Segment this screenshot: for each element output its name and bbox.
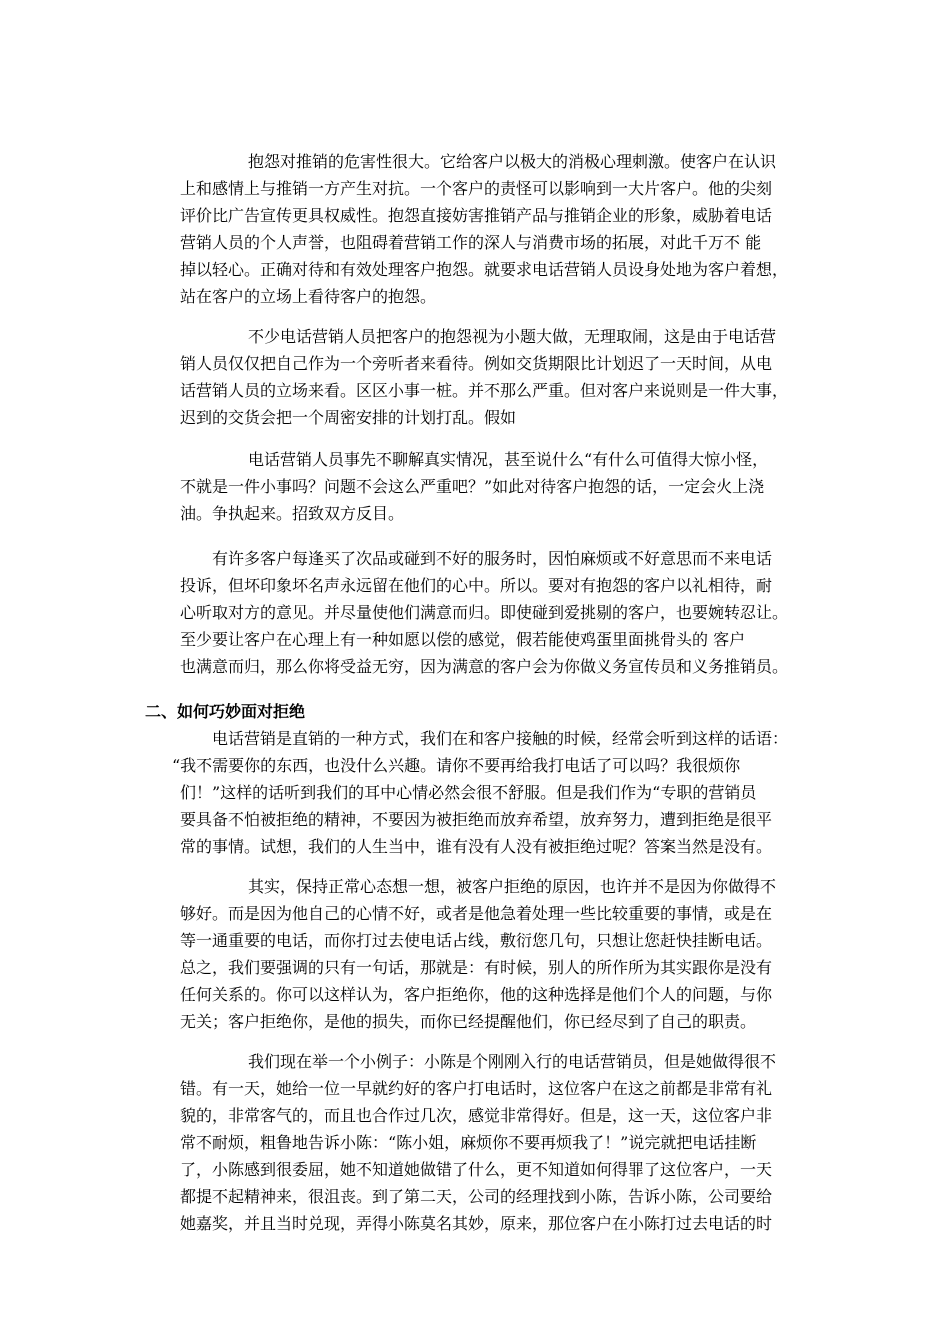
paragraph-1-line-1: 抱怨对推销的危害性很大。它给客户以极大的消极心理刺激。使客户在认识 (248, 152, 777, 171)
paragraph-2-line-3: 话营销人员的立场来看。区区小事一桩。并不那么严重。但对客户来说则是一件大事， (180, 381, 789, 400)
paragraph-1-line-5: 掉以轻心。正确对待和有效处理客户抱怨。就要求电话营销人员设身处地为客户着想， (180, 260, 789, 279)
paragraph-2-line-1: 不少电话营销人员把客户的抱怨视为小题大做，无理取闹，这是由于电话营 (248, 327, 777, 346)
paragraph-6-line-2: 够好。而是因为他自己的心情不好，或者是他急着处理一些比较重要的事情，或是在 (180, 904, 773, 923)
paragraph-6-line-3: 等一通重要的电话，而你打过去使电话占线，敷衍您几句，只想让您赶快挂断电话。 (180, 931, 773, 950)
paragraph-7-line-6: 都提不起精神来，很沮丧。到了第二天，公司的经理找到小陈，告诉小陈，公司要给 (180, 1187, 773, 1206)
paragraph-3-line-3: 油。争执起来。招致双方反目。 (180, 504, 405, 523)
paragraph-7-line-7: 她嘉奖，并且当时兑现，弄得小陈莫名其妙，原来，那位客户在小陈打过去电话的时 (180, 1214, 773, 1233)
paragraph-4-line-1: 有许多客户每逢买了次品或碰到不好的服务时，因怕麻烦或不好意思而不来电话 (212, 549, 773, 568)
paragraph-6-line-5: 任何关系的。你可以这样认为，客户拒绝你，他的这种选择是他们个人的问题，与你 (180, 985, 773, 1004)
paragraph-2-line-2: 销人员仅仅把自己作为一个旁听者来看待。例如交货期限比计划迟了一天时间，从电 (180, 354, 773, 373)
paragraph-3-line-2: 不就是一件小事吗？问题不会这么严重吧？”如此对待客户抱怨的话，一定会火上浇 (180, 477, 765, 496)
paragraph-6-line-1: 其实，保持正常心态想一想，被客户拒绝的原因，也许并不是因为你做得不 (248, 877, 777, 896)
paragraph-1-line-2: 上和感情上与推销一方产生对抗。一个客户的责怪可以影响到一大片客户。他的尖刻 (180, 179, 773, 198)
paragraph-4-line-2: 投诉，但坏印象坏名声永远留在他们的心中。所以。要对有抱怨的客户以礼相待，耐 (180, 576, 773, 595)
paragraph-3-line-1: 电话营销人员事先不聊解真实情况，甚至说什么“有什么可值得大惊小怪， (248, 450, 769, 469)
paragraph-4-line-4: 至少要让客户在心理上有一种如愿以偿的感觉，假若能使鸡蛋里面挑骨头的 客户 (180, 630, 746, 649)
paragraph-5-line-4: 要具备不怕被拒绝的精神，不要因为被拒绝而放弃希望，放弃努力，遭到拒绝是很平 (180, 810, 773, 829)
paragraph-7-line-3: 貌的，非常客气的，而且也合作过几次，感觉非常得好。但是，这一天，这位客户非 (180, 1106, 773, 1125)
paragraph-1-line-6: 站在客户的立场上看待客户的抱怨。 (180, 287, 437, 306)
paragraph-6-line-4: 总之，我们要强调的只有一句话，那就是：有时候，别人的所作所为其实跟你是没有 (180, 958, 773, 977)
paragraph-4-line-3: 心听取对方的意见。并尽量使他们满意而归。即使碰到爱挑剔的客户，也要婉转忍让。 (180, 603, 789, 622)
paragraph-2-line-4: 迟到的交货会把一个周密安排的计划打乱。假如 (180, 408, 517, 427)
paragraph-7-line-4: 常不耐烦，粗鲁地告诉小陈：“陈小姐，麻烦你不要再烦我了！”说完就把电话挂断 (180, 1133, 757, 1152)
paragraph-1-line-4: 营销人员的个人声誉，也阻碍着营销工作的深人与消费市场的拓展，对此千万不 能 (180, 233, 762, 252)
paragraph-6-line-6: 无关；客户拒绝你，是他的损失，而你已经提醒他们，你已经尽到了自己的职责。 (180, 1012, 757, 1031)
paragraph-5-line-3: 们！”这样的话听到我们的耳中心情必然会很不舒服。但是我们作为“专职的营销员 (180, 783, 757, 802)
paragraph-1-line-3: 评价比广告宣传更具权威性。抱怨直接妨害推销产品与推销企业的形象，威胁着电话 (180, 206, 773, 225)
paragraph-5-line-1: 电话营销是直销的一种方式，我们在和客户接触的时候，经常会听到这样的话语： (212, 729, 789, 748)
paragraph-7-line-2: 错。有一天，她给一位一早就约好的客户打电话时，这位客户在这之前都是非常有礼 (180, 1079, 773, 1098)
paragraph-7-line-1: 我们现在举一个小例子：小陈是个刚刚入行的电话营销员，但是她做得很不 (248, 1052, 777, 1071)
paragraph-4-line-5: 也满意而归，那么你将受益无穷，因为满意的客户会为你做义务宣传员和义务推销员。 (180, 657, 789, 676)
paragraph-7-line-5: 了，小陈感到很委屈，她不知道她做错了什么，更不知道如何得罪了这位客户，一天 (180, 1160, 773, 1179)
section-heading: 二、如何巧妙面对拒绝 (145, 702, 306, 721)
paragraph-5-line-5: 常的事情。试想，我们的人生当中，谁有没有人没有被拒绝过呢？答案当然是没有。 (180, 837, 773, 856)
paragraph-5-line-2: “我不需要你的东西，也没什么兴趣。请你不要再给我打电话了可以吗？我很烦你 (172, 756, 741, 775)
